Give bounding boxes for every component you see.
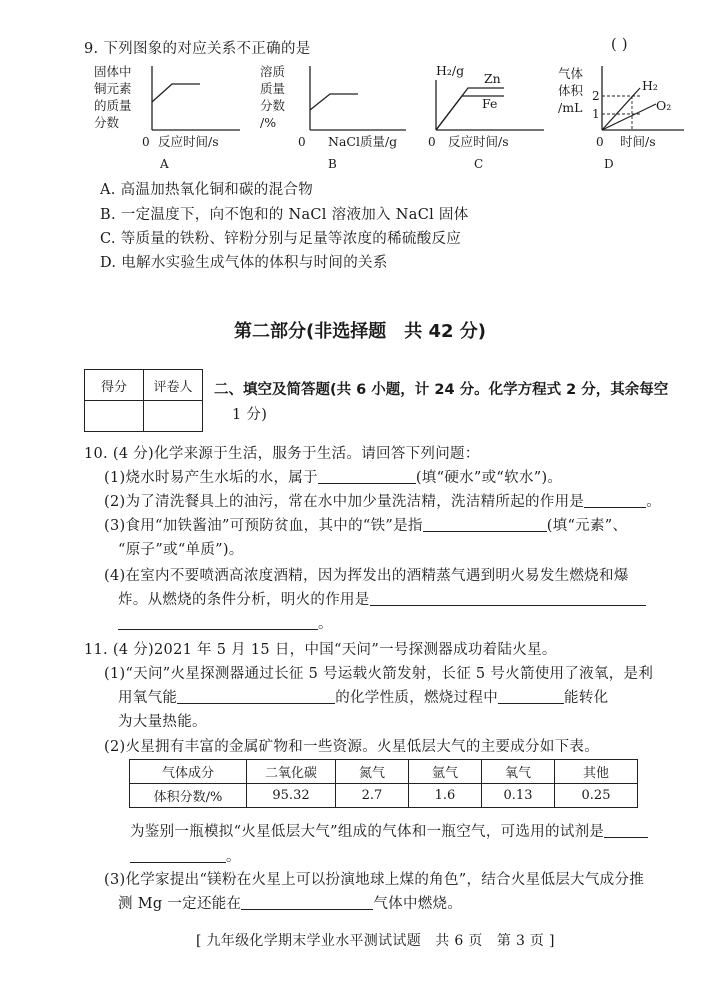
q10-stem: 10. (4 分)化学来源于生活，服务于生活。请回答下列问题： [84,446,480,462]
q9-option-d: D. 电解水实验生成气体的体积与时间的关系 [100,255,388,271]
q10-blank-4-cont[interactable] [118,615,318,630]
graph-d-ylabel-3: /mL [558,100,583,115]
table-cell: 体积分数/% [130,784,247,808]
table-header-cell: 氮气 [336,760,409,784]
q11-sub1-end: 为大量热能。 [118,714,207,730]
table-header-cell: 气体成分 [130,760,247,784]
q11-sub3-cont: 测 Mg 一定还能在 气体中燃烧。 [118,896,463,912]
q9-answer-paren: ( ) [611,37,628,53]
q11-blank-3[interactable] [604,823,648,838]
q11-sub2: (2)火星拥有丰富的金属矿物和一些资源。火星低层大气的主要成分如下表。 [104,739,600,755]
q10-blank-4[interactable] [370,591,646,606]
q11-sub2-question: 为鉴别一瓶模拟“火星低层大气”组成的气体和一瓶空气，可选用的试剂是 [130,820,648,841]
q9-option-c: C. 等质量的铁粉、锌粉分别与足量等浓度的稀硫酸反应 [100,231,462,247]
q10-blank-1[interactable] [318,469,416,484]
q10-sub1: (1)烧水时易产生水垢的水，属于 (填“硬水”或“软水”)。 [104,470,563,486]
graph-c-tag: C [474,157,484,171]
graph-d-ylabel-1: 气体 [558,66,584,81]
q11-blank-4[interactable] [241,895,373,910]
q9-option-b: B. 一定温度下，向不饱和的 NaCl 溶液加入 NaCl 固体 [100,207,469,223]
graph-d-tag: D [604,157,614,171]
graph-a-tag: A [160,157,169,171]
graph-d-o2-label: O₂ [656,98,672,113]
section2-heading-cont: 1 分) [232,407,268,423]
section2-heading: 二、填空及简答题(共 6 小题，计 24 分。化学方程式 2 分，其余每空 [214,382,669,398]
graph-a-ylabel-3: 的质量 [94,98,132,113]
graph-d-ylabel-2: 体积 [558,83,584,98]
part2-title: 第二部分(非选择题 共 42 分) [234,321,487,342]
table-header-cell: 其他 [555,760,638,784]
table-header-cell: 二氧化碳 [247,760,336,784]
graph-b-xlabel: NaCl质量/g [328,134,398,149]
graph-c-xlabel: 反应时间/s [448,134,509,149]
table-cell: 2.7 [336,784,409,808]
page-footer: [ 九年级化学期末学业水平测试试题 共 6 页 第 3 页 ] [196,933,555,949]
graph-c-fe-label: Fe [482,96,498,111]
graph-c [424,58,554,172]
table-header-cell: 氩气 [409,760,482,784]
table-cell: 0.13 [482,784,555,808]
graph-b-ylabel-1: 溶质 [260,64,286,79]
score-table-header-score: 得分 [85,370,144,401]
q11-blank-1[interactable] [177,689,335,704]
q10-sub3: (3)食用“加铁酱油”可预防贫血，其中的“铁”是指 (填“元素”、 [104,518,628,534]
score-table-header-grader: 评卷人 [144,370,203,401]
score-cell[interactable] [85,401,144,432]
graph-a-xlabel: 反应时间/s [158,134,219,149]
table-row [130,784,638,808]
q11-sub1-cont: 用氧气能 的化学性质，燃烧过程中 能转化 [118,690,609,706]
score-table [84,369,203,432]
q10-sub4: (4)在室内不要喷洒高浓度酒精，因为挥发出的酒精蒸气遇到明火易发生燃烧和爆 [104,568,629,584]
mars-atmosphere-table [129,759,638,808]
q11-blank-2[interactable] [498,689,564,704]
q10-sub2: (2)为了清洗餐具上的油污，常在水中加少量洗洁精，洗洁精所起的作用是 。 [104,494,662,510]
q11-sub2-end: 。 [130,845,241,866]
q10-sub3-cont: “原子”或“单质”)。 [118,542,244,558]
graph-b-ylabel-3: 分数 [260,98,286,113]
graph-c-ylabel: H₂/g [436,63,465,78]
q10-blank-2[interactable] [584,493,646,508]
table-cell: 0.25 [555,784,638,808]
table-header-cell: 氧气 [482,760,555,784]
q11-stem: 11. (4 分)2021 年 5 月 15 日，中国“天问”一号探测器成功着陆火星。 [84,642,557,658]
grader-cell[interactable] [144,401,203,432]
q11-sub1: (1)“天问”火星探测器通过长征 5 号运载火箭发射，长征 5 号火箭使用了液氧，是利 [104,666,654,682]
graph-c-origin: 0 [428,135,436,149]
graph-b-ylabel-4: /% [260,115,277,130]
graph-b-origin: 0 [298,135,306,149]
q10-sub4-end: 。 [118,612,333,633]
table-cell: 1.6 [409,784,482,808]
graph-d-ytick-2: 2 [592,89,600,103]
graph-d-xlabel: 时间/s [620,134,656,149]
graph-b [258,62,408,172]
table-cell: 95.32 [247,784,336,808]
q9-option-a: A. 高温加热氧化铜和碳的混合物 [100,182,313,198]
graph-c-zn-label: Zn [484,71,501,86]
graph-d [556,58,696,172]
q11-sub3: (3)化学家提出“镁粉在火星上可以扮演地球上煤的角色”，结合火星低层大气成分推 [104,872,645,888]
q9-stem: 9. 下列图象的对应关系不正确的是 [84,41,311,57]
graph-a-ylabel-4: 分数 [94,115,120,130]
graph-b-tag: B [328,157,337,171]
graph-a-ylabel-1: 固体中 [94,64,132,79]
graph-a-ylabel-2: 铜元素 [94,81,132,96]
table-header-row [130,760,638,784]
q10-blank-3[interactable] [423,517,547,532]
graph-d-origin: 0 [596,135,604,149]
graph-b-ylabel-2: 质量 [260,81,286,96]
graph-a-origin: 0 [142,135,150,149]
graph-d-h2-label: H₂ [642,78,658,93]
q11-blank-3-cont[interactable] [130,848,226,863]
q10-sub4-cont: 炸。从燃烧的条件分析，明火的作用是 [118,588,646,609]
graph-a [92,62,242,172]
graph-d-ytick-1: 1 [592,107,600,121]
